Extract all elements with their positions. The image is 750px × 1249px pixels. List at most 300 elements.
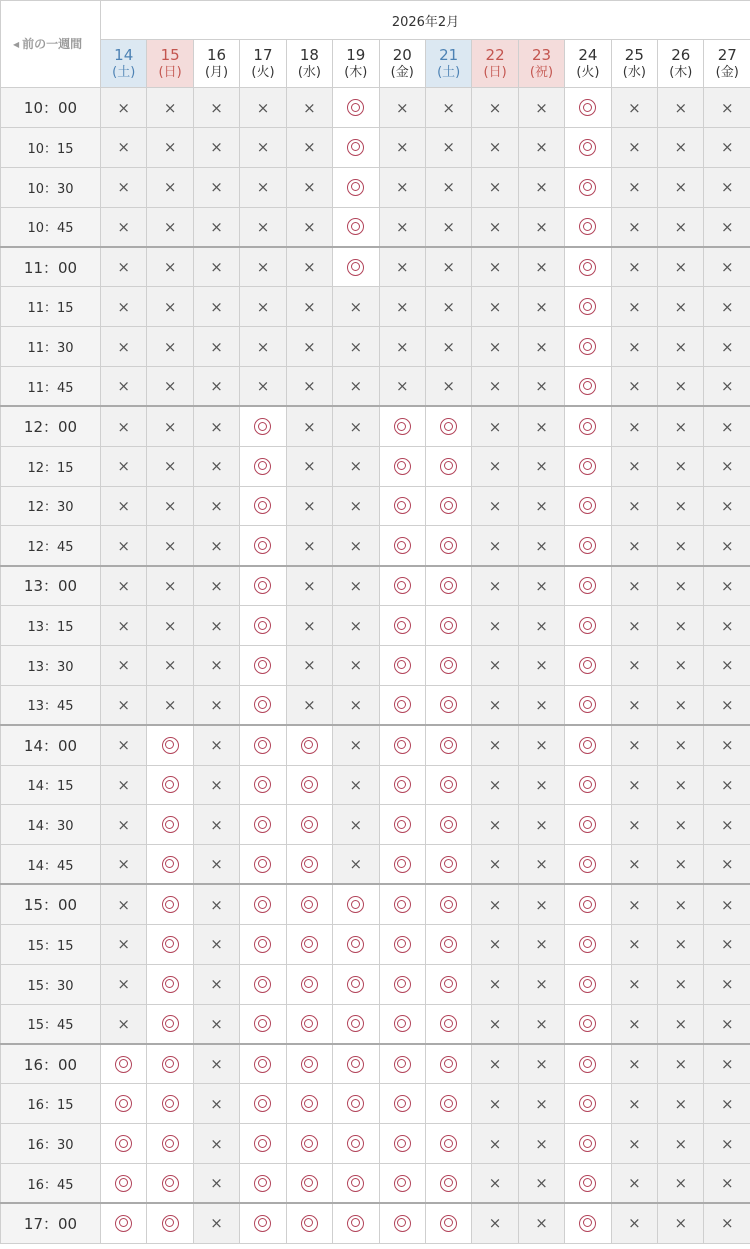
cross-icon: ×	[535, 616, 548, 635]
cross-icon: ×	[117, 975, 130, 994]
available-slot[interactable]	[425, 725, 471, 765]
double-circle-icon	[394, 657, 411, 674]
unavailable-slot	[518, 805, 564, 845]
cross-icon: ×	[210, 297, 223, 316]
available-slot[interactable]	[425, 1124, 471, 1164]
cross-icon: ×	[488, 1214, 502, 1233]
available-slot[interactable]	[147, 805, 193, 845]
available-slot[interactable]	[379, 884, 425, 924]
available-slot[interactable]	[565, 606, 611, 646]
double-circle-icon	[254, 856, 271, 873]
available-slot[interactable]	[101, 1163, 147, 1203]
prev-week-button[interactable]	[13, 35, 82, 52]
cross-icon: ×	[674, 297, 688, 316]
unavailable-slot	[101, 366, 147, 406]
available-slot[interactable]	[565, 685, 611, 725]
unavailable-slot	[240, 207, 286, 247]
cross-icon: ×	[674, 775, 688, 794]
unavailable-slot	[611, 606, 657, 646]
cross-icon: ×	[303, 337, 316, 356]
unavailable-slot	[518, 486, 564, 526]
available-slot[interactable]	[379, 1163, 425, 1203]
available-slot[interactable]	[379, 805, 425, 845]
available-slot[interactable]	[147, 924, 193, 964]
double-circle-icon	[162, 1056, 179, 1073]
time-row	[1, 207, 750, 247]
unavailable-slot	[472, 1044, 518, 1084]
available-slot[interactable]	[286, 1203, 332, 1243]
available-slot[interactable]	[425, 526, 471, 566]
available-slot[interactable]	[147, 725, 193, 765]
available-slot[interactable]	[565, 406, 611, 446]
unavailable-slot	[472, 327, 518, 367]
double-circle-icon	[301, 1015, 318, 1032]
day-of-week: (日)	[158, 64, 182, 80]
available-slot[interactable]	[240, 446, 286, 486]
available-slot[interactable]	[147, 1124, 193, 1164]
unavailable-slot	[425, 366, 471, 406]
cross-icon: ×	[674, 895, 688, 914]
double-circle-icon	[347, 936, 364, 953]
unavailable-slot	[472, 685, 518, 725]
cross-icon: ×	[163, 217, 177, 236]
cross-icon: ×	[628, 496, 641, 515]
available-slot[interactable]	[101, 1124, 147, 1164]
double-circle-icon	[254, 1015, 271, 1032]
available-slot[interactable]	[565, 1124, 611, 1164]
available-slot[interactable]	[147, 1044, 193, 1084]
available-slot[interactable]	[333, 1044, 379, 1084]
available-slot[interactable]	[101, 1084, 147, 1124]
cross-icon: ×	[488, 1014, 502, 1033]
available-slot[interactable]	[425, 1044, 471, 1084]
month-header-row	[1, 1, 750, 40]
available-slot[interactable]	[425, 1084, 471, 1124]
day-number: 14	[114, 45, 134, 64]
available-slot[interactable]	[565, 566, 611, 606]
cross-icon: ×	[210, 975, 223, 994]
available-slot[interactable]	[379, 446, 425, 486]
cross-icon: ×	[395, 377, 409, 396]
unavailable-slot	[472, 845, 518, 885]
unavailable-slot	[101, 406, 147, 446]
available-slot[interactable]	[333, 88, 379, 128]
cross-icon: ×	[488, 258, 502, 277]
available-slot[interactable]	[101, 1044, 147, 1084]
time-label: 14：30	[1, 805, 101, 845]
available-slot[interactable]	[333, 884, 379, 924]
available-slot[interactable]	[240, 1084, 286, 1124]
available-slot[interactable]	[286, 1004, 332, 1044]
available-slot[interactable]	[379, 845, 425, 885]
available-slot[interactable]	[425, 1163, 471, 1203]
available-slot[interactable]	[240, 1124, 286, 1164]
available-slot[interactable]	[565, 645, 611, 685]
cross-icon: ×	[628, 217, 641, 236]
unavailable-slot	[704, 1203, 750, 1243]
time-row	[1, 645, 750, 685]
unavailable-slot	[704, 247, 750, 287]
available-slot[interactable]	[565, 287, 611, 327]
unavailable-slot	[193, 287, 239, 327]
unavailable-slot	[286, 247, 332, 287]
cross-icon: ×	[117, 98, 130, 117]
available-slot[interactable]	[286, 845, 332, 885]
double-circle-icon	[254, 1056, 271, 1073]
time-label: 14：45	[1, 845, 101, 885]
available-slot[interactable]	[147, 1084, 193, 1124]
available-slot[interactable]	[286, 1084, 332, 1124]
time-row	[1, 287, 750, 327]
available-slot[interactable]	[286, 725, 332, 765]
available-slot[interactable]	[425, 406, 471, 446]
time-row	[1, 526, 750, 566]
available-slot[interactable]	[240, 884, 286, 924]
available-slot[interactable]	[425, 645, 471, 685]
unavailable-slot	[611, 645, 657, 685]
double-circle-icon	[347, 139, 364, 156]
available-slot[interactable]	[286, 805, 332, 845]
unavailable-slot	[101, 446, 147, 486]
unavailable-slot	[704, 765, 750, 805]
available-slot[interactable]	[379, 1084, 425, 1124]
unavailable-slot	[704, 366, 750, 406]
cross-icon: ×	[210, 656, 223, 675]
cross-icon: ×	[349, 457, 363, 476]
available-slot[interactable]	[333, 924, 379, 964]
cross-icon: ×	[628, 775, 641, 794]
available-slot[interactable]	[425, 446, 471, 486]
available-slot[interactable]	[333, 128, 379, 168]
available-slot[interactable]	[425, 964, 471, 1004]
double-circle-icon	[394, 497, 411, 514]
cross-icon: ×	[720, 138, 734, 157]
unavailable-slot	[704, 884, 750, 924]
unavailable-slot	[101, 765, 147, 805]
cross-icon: ×	[117, 258, 130, 277]
available-slot[interactable]	[425, 765, 471, 805]
unavailable-slot	[472, 645, 518, 685]
available-slot[interactable]	[565, 1084, 611, 1124]
cross-icon: ×	[628, 1094, 641, 1113]
available-slot[interactable]	[565, 964, 611, 1004]
unavailable-slot	[101, 247, 147, 287]
available-slot[interactable]	[147, 964, 193, 1004]
double-circle-icon	[254, 418, 271, 435]
unavailable-slot	[611, 88, 657, 128]
available-slot[interactable]	[425, 805, 471, 845]
available-slot[interactable]	[286, 1124, 332, 1164]
available-slot[interactable]	[565, 247, 611, 287]
available-slot[interactable]	[240, 1163, 286, 1203]
available-slot[interactable]	[379, 406, 425, 446]
cross-icon: ×	[720, 736, 734, 755]
available-slot[interactable]	[286, 1044, 332, 1084]
available-slot[interactable]	[333, 207, 379, 247]
available-slot[interactable]	[425, 884, 471, 924]
unavailable-slot	[240, 128, 286, 168]
unavailable-slot	[518, 446, 564, 486]
unavailable-slot	[379, 167, 425, 207]
time-row	[1, 446, 750, 486]
unavailable-slot	[704, 725, 750, 765]
cross-icon: ×	[674, 377, 688, 396]
available-slot[interactable]	[240, 486, 286, 526]
available-slot[interactable]	[333, 1124, 379, 1164]
available-slot[interactable]	[240, 1203, 286, 1243]
available-slot[interactable]	[425, 685, 471, 725]
day-of-week: (木)	[669, 64, 693, 80]
available-slot[interactable]	[379, 964, 425, 1004]
day-number: 15	[160, 45, 180, 64]
available-slot[interactable]	[425, 845, 471, 885]
cross-icon: ×	[210, 217, 223, 236]
cross-icon: ×	[303, 217, 316, 236]
cross-icon: ×	[488, 895, 502, 914]
available-slot[interactable]	[333, 964, 379, 1004]
cross-icon: ×	[488, 775, 502, 794]
available-slot[interactable]	[379, 1203, 425, 1243]
unavailable-slot	[518, 566, 564, 606]
available-slot[interactable]	[379, 486, 425, 526]
unavailable-slot	[147, 645, 193, 685]
cross-icon: ×	[163, 496, 177, 515]
double-circle-icon	[254, 896, 271, 913]
unavailable-slot	[704, 486, 750, 526]
available-slot[interactable]	[565, 805, 611, 845]
available-slot[interactable]	[425, 1004, 471, 1044]
double-circle-icon	[162, 1175, 179, 1192]
available-slot[interactable]	[379, 1004, 425, 1044]
day-of-week: (木)	[344, 64, 368, 80]
double-circle-icon	[162, 896, 179, 913]
unavailable-slot	[658, 924, 704, 964]
available-slot[interactable]	[565, 327, 611, 367]
available-slot[interactable]	[565, 366, 611, 406]
available-slot[interactable]	[565, 88, 611, 128]
available-slot[interactable]	[240, 1004, 286, 1044]
available-slot[interactable]	[379, 526, 425, 566]
available-slot[interactable]	[565, 765, 611, 805]
available-slot[interactable]	[379, 725, 425, 765]
time-label: 14：15	[1, 765, 101, 805]
available-slot[interactable]	[425, 486, 471, 526]
double-circle-icon	[394, 776, 411, 793]
time-label: 15：30	[1, 964, 101, 1004]
cross-icon: ×	[628, 695, 641, 714]
cross-icon: ×	[303, 616, 316, 635]
available-slot[interactable]	[565, 128, 611, 168]
available-slot[interactable]	[240, 725, 286, 765]
day-number: 23	[531, 45, 552, 64]
available-slot[interactable]	[565, 526, 611, 566]
double-circle-icon	[254, 776, 271, 793]
available-slot[interactable]	[333, 1004, 379, 1044]
available-slot[interactable]	[379, 566, 425, 606]
available-slot[interactable]	[240, 406, 286, 446]
available-slot[interactable]	[240, 566, 286, 606]
available-slot[interactable]	[333, 247, 379, 287]
cross-icon: ×	[303, 656, 316, 675]
double-circle-icon	[440, 936, 457, 953]
double-circle-icon	[579, 936, 596, 953]
available-slot[interactable]	[379, 606, 425, 646]
available-slot[interactable]	[565, 884, 611, 924]
available-slot[interactable]	[240, 526, 286, 566]
available-slot[interactable]	[333, 1203, 379, 1243]
available-slot[interactable]	[425, 1203, 471, 1243]
available-slot[interactable]	[147, 765, 193, 805]
double-circle-icon	[394, 936, 411, 953]
cross-icon: ×	[349, 775, 363, 794]
cross-icon: ×	[117, 536, 130, 555]
unavailable-slot	[658, 1084, 704, 1124]
available-slot[interactable]	[333, 1084, 379, 1124]
available-slot[interactable]	[240, 845, 286, 885]
available-slot[interactable]	[240, 685, 286, 725]
unavailable-slot	[240, 287, 286, 327]
cross-icon: ×	[720, 337, 734, 356]
unavailable-slot	[147, 88, 193, 128]
available-slot[interactable]	[286, 964, 332, 1004]
cross-icon: ×	[256, 337, 270, 356]
available-slot[interactable]	[565, 486, 611, 526]
time-row	[1, 1044, 750, 1084]
cross-icon: ×	[535, 1055, 548, 1074]
available-slot[interactable]	[240, 606, 286, 646]
cross-icon: ×	[442, 258, 455, 277]
available-slot[interactable]	[425, 566, 471, 606]
cross-icon: ×	[535, 337, 548, 356]
prev-week-label: 前の一週間	[22, 37, 83, 51]
cross-icon: ×	[488, 656, 502, 675]
double-circle-icon	[579, 896, 596, 913]
available-slot[interactable]	[565, 725, 611, 765]
double-circle-icon	[254, 976, 271, 993]
unavailable-slot	[193, 884, 239, 924]
cross-icon: ×	[535, 457, 548, 476]
unavailable-slot	[101, 964, 147, 1004]
available-slot[interactable]	[240, 964, 286, 1004]
double-circle-icon	[347, 976, 364, 993]
available-slot[interactable]	[147, 1004, 193, 1044]
available-slot[interactable]	[565, 1044, 611, 1084]
available-slot[interactable]	[379, 645, 425, 685]
available-slot[interactable]	[565, 1163, 611, 1203]
cross-icon: ×	[720, 695, 734, 714]
cross-icon: ×	[395, 337, 409, 356]
available-slot[interactable]	[286, 924, 332, 964]
available-slot[interactable]	[240, 805, 286, 845]
cross-icon: ×	[674, 496, 688, 515]
day-number: 18	[299, 45, 319, 64]
available-slot[interactable]	[333, 1163, 379, 1203]
available-slot[interactable]	[240, 1044, 286, 1084]
unavailable-slot	[704, 1124, 750, 1164]
unavailable-slot	[193, 725, 239, 765]
cross-icon: ×	[674, 138, 688, 157]
unavailable-slot	[286, 526, 332, 566]
available-slot[interactable]	[147, 1203, 193, 1243]
available-slot[interactable]	[147, 1163, 193, 1203]
available-slot[interactable]	[240, 645, 286, 685]
day-header	[379, 40, 425, 88]
available-slot[interactable]	[425, 606, 471, 646]
unavailable-slot	[101, 1004, 147, 1044]
cross-icon: ×	[535, 1094, 548, 1113]
available-slot[interactable]	[286, 884, 332, 924]
cross-icon: ×	[210, 895, 223, 914]
unavailable-slot	[286, 606, 332, 646]
double-circle-icon	[394, 1215, 411, 1232]
available-slot[interactable]	[565, 446, 611, 486]
available-slot[interactable]	[565, 1004, 611, 1044]
unavailable-slot	[425, 287, 471, 327]
unavailable-slot	[518, 247, 564, 287]
cross-icon: ×	[488, 217, 502, 236]
cross-icon: ×	[210, 815, 223, 834]
available-slot[interactable]	[425, 924, 471, 964]
available-slot[interactable]	[565, 845, 611, 885]
unavailable-slot	[658, 566, 704, 606]
cross-icon: ×	[535, 496, 548, 515]
cross-icon: ×	[117, 935, 130, 954]
available-slot[interactable]	[147, 845, 193, 885]
available-slot[interactable]	[379, 1044, 425, 1084]
double-circle-icon	[254, 816, 271, 833]
cross-icon: ×	[210, 616, 223, 635]
double-circle-icon	[162, 1215, 179, 1232]
available-slot[interactable]	[101, 1203, 147, 1243]
time-label: 16：15	[1, 1084, 101, 1124]
available-slot[interactable]	[240, 765, 286, 805]
available-slot[interactable]	[565, 167, 611, 207]
unavailable-slot	[611, 1203, 657, 1243]
time-label: 10：15	[1, 128, 101, 168]
unavailable-slot	[472, 406, 518, 446]
available-slot[interactable]	[565, 924, 611, 964]
available-slot[interactable]	[286, 765, 332, 805]
available-slot[interactable]	[240, 924, 286, 964]
available-slot[interactable]	[147, 884, 193, 924]
available-slot[interactable]	[565, 1203, 611, 1243]
unavailable-slot	[333, 725, 379, 765]
double-circle-icon	[162, 1095, 179, 1112]
time-label: 12：45	[1, 526, 101, 566]
unavailable-slot	[658, 366, 704, 406]
double-circle-icon	[440, 976, 457, 993]
double-circle-icon	[394, 1095, 411, 1112]
cross-icon: ×	[720, 457, 734, 476]
unavailable-slot	[611, 805, 657, 845]
available-slot[interactable]	[379, 685, 425, 725]
available-slot[interactable]	[333, 167, 379, 207]
day-header	[286, 40, 332, 88]
double-circle-icon	[115, 1135, 132, 1152]
available-slot[interactable]	[286, 1163, 332, 1203]
time-label: 16：30	[1, 1124, 101, 1164]
cross-icon: ×	[628, 815, 641, 834]
cross-icon: ×	[628, 178, 641, 197]
available-slot[interactable]	[379, 765, 425, 805]
double-circle-icon	[254, 497, 271, 514]
unavailable-slot	[147, 366, 193, 406]
available-slot[interactable]	[379, 1124, 425, 1164]
available-slot[interactable]	[565, 207, 611, 247]
available-slot[interactable]	[379, 924, 425, 964]
day-header	[518, 40, 564, 88]
unavailable-slot	[611, 366, 657, 406]
